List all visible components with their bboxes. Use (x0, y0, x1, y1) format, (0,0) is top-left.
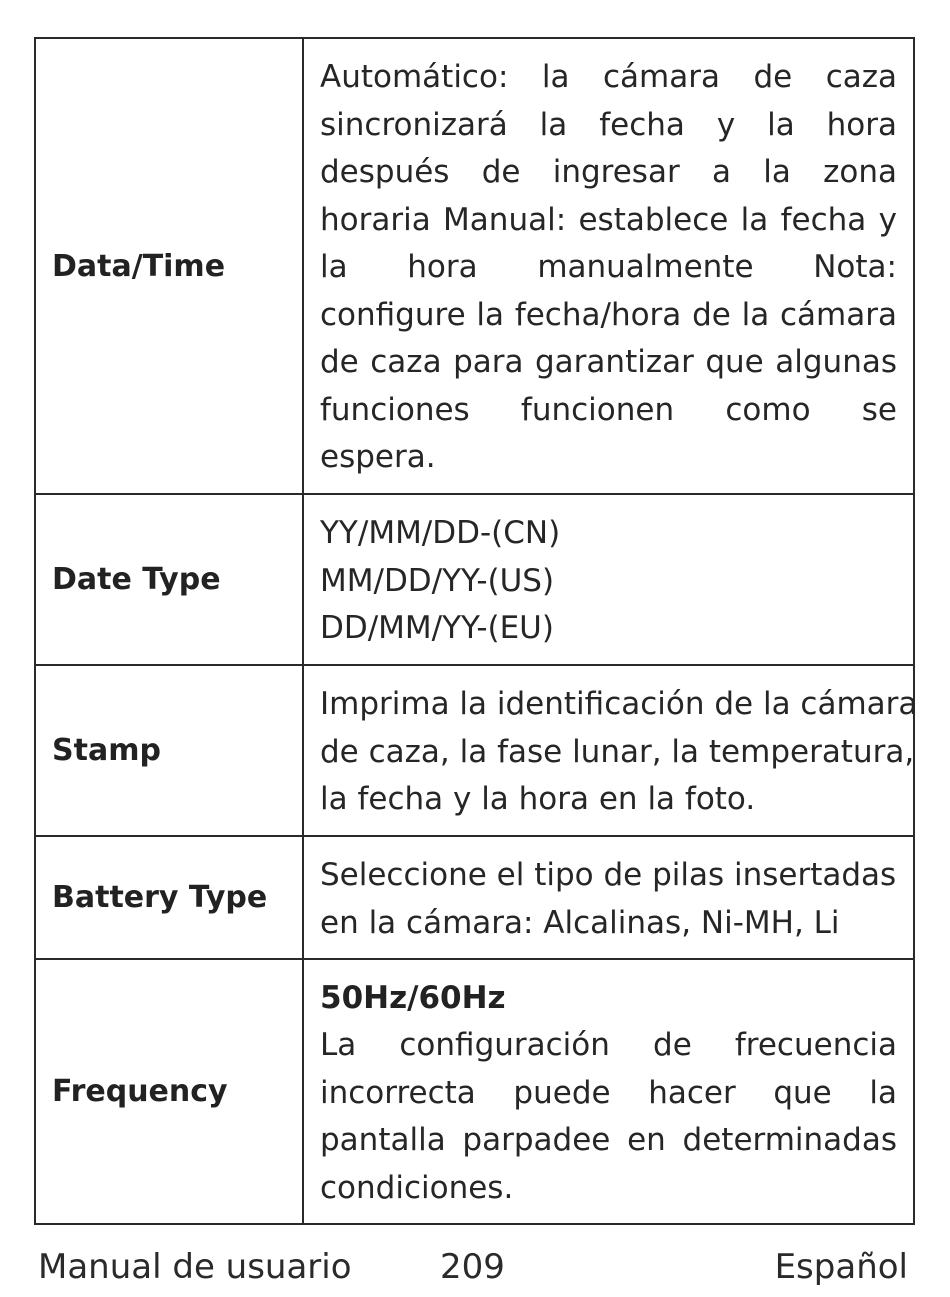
table-row-frequency (35, 959, 914, 1224)
table-row-date-type (35, 494, 914, 665)
table-row-date-time (35, 38, 914, 494)
row-label: Frequency (35, 959, 303, 1224)
table-row-battery-type (35, 836, 914, 959)
row-description: Automático: la cámara de caza sincronizará la fecha y la hora después de ingresar a la zona horaria Manual: establece la fecha y la hora manualmente Nota: configure la fecha/hora de la cámara de caza para garantizar que algunas funciones funcionen como se espera. (303, 38, 914, 494)
description-line: la fecha y la hora en la foto. (320, 781, 756, 818)
row-description (303, 836, 914, 959)
settings-table (34, 37, 918, 1225)
description-line: Seleccione el tipo de pilas insertadas (320, 857, 897, 893)
row-label: Stamp (35, 665, 303, 836)
row-description (303, 494, 914, 665)
description-line: en la cámara: Alcalinas, Ni-MH, Li (320, 904, 840, 941)
date-format-option: YY/MM/DD-(CN) (320, 515, 561, 552)
row-description (303, 959, 914, 1224)
footer-manual-title: Manual de usuario (38, 1247, 352, 1287)
description-line: de caza, la fase lunar, la temperatura, (320, 733, 915, 770)
description-line: Imprima la identificación de la cámara (320, 686, 918, 723)
date-format-option: MM/DD/YY-(US) (320, 562, 555, 599)
row-description (303, 665, 918, 836)
frequency-note: La configuración de frecuencia incorrecta puede hacer que la pantalla parpadee en determinadas condiciones. (320, 1027, 897, 1206)
row-label: Data/Time (35, 38, 303, 494)
row-label: Date Type (35, 494, 303, 665)
page-number: 209 (440, 1247, 505, 1287)
row-label: Battery Type (35, 836, 303, 959)
date-format-option: DD/MM/YY-(EU) (320, 610, 554, 647)
footer-language: Español (774, 1247, 908, 1287)
frequency-options: 50Hz/60Hz (320, 979, 506, 1016)
table-row-stamp (35, 665, 914, 836)
